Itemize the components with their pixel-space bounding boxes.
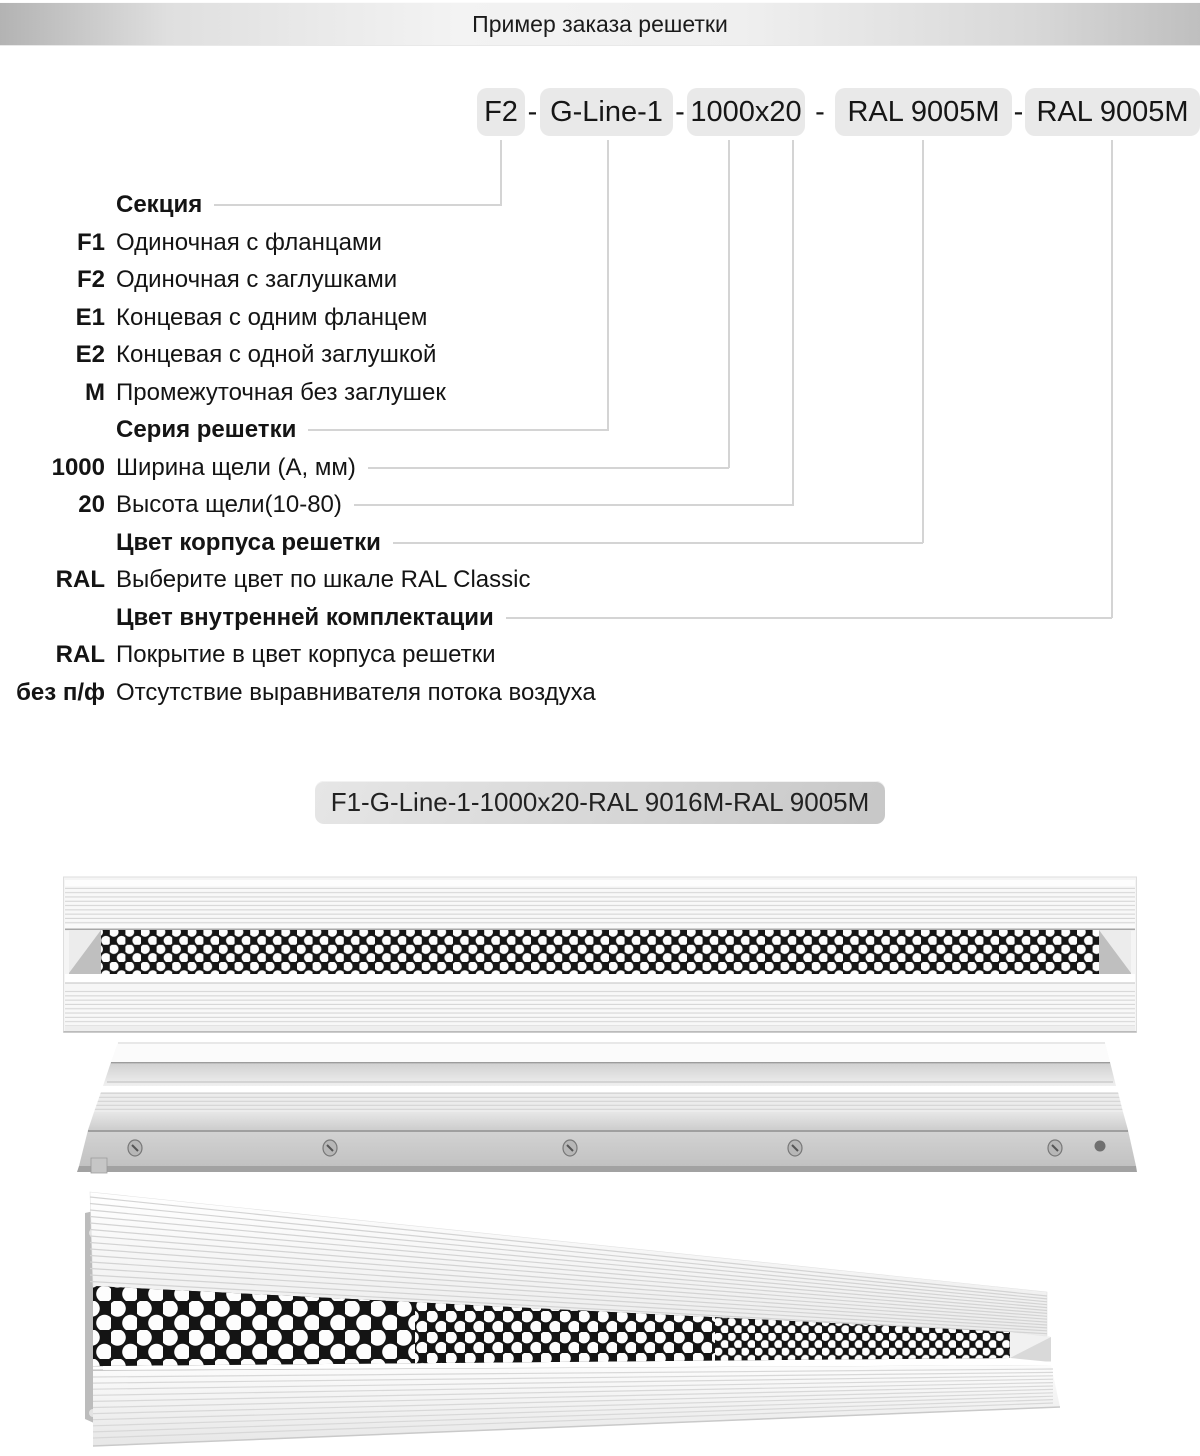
order-code-segment-body-color: RAL 9005M bbox=[835, 88, 1012, 136]
legend-label: Покрытие в цвет корпуса решетки bbox=[116, 641, 496, 668]
legend-prefix: E1 bbox=[75, 303, 105, 331]
order-code-separator: - bbox=[675, 95, 685, 128]
connector-line-horizontal bbox=[393, 542, 923, 544]
connector-line-vertical bbox=[500, 140, 502, 206]
legend-row bbox=[0, 186, 501, 224]
order-code-segment-section: F2 bbox=[477, 88, 525, 136]
legend-label: Цвет корпуса решетки bbox=[116, 528, 381, 556]
legend-row bbox=[0, 599, 1112, 637]
legend-prefix: M bbox=[85, 378, 105, 406]
legend-row bbox=[0, 224, 382, 262]
legend-prefix: E2 bbox=[75, 341, 105, 368]
legend-row bbox=[0, 561, 530, 599]
order-code-separator: - bbox=[527, 95, 538, 128]
legend-prefix: RAL bbox=[55, 641, 105, 668]
connector-line-vertical bbox=[792, 140, 794, 506]
connector-line-horizontal bbox=[354, 504, 793, 506]
order-code-separator: - bbox=[1013, 95, 1024, 128]
legend-row bbox=[0, 411, 608, 449]
grille-perspective-view-photo bbox=[85, 1185, 1065, 1448]
connector-line-vertical bbox=[728, 140, 730, 468]
legend-prefix: F2 bbox=[76, 266, 105, 293]
legend-row bbox=[0, 524, 923, 562]
legend-row bbox=[0, 636, 496, 674]
grille-front-view-photo bbox=[63, 876, 1137, 1034]
legend-label: Концевая с одним фланцем bbox=[116, 303, 428, 331]
legend-label: Секция bbox=[116, 191, 203, 218]
connector-line-vertical bbox=[922, 140, 924, 543]
legend-prefix: без п/ф bbox=[16, 678, 105, 706]
connector-line-horizontal bbox=[214, 204, 501, 206]
legend-row bbox=[0, 486, 793, 524]
legend-label: Ширина щели (А, мм) bbox=[116, 453, 356, 481]
example-code-label: F1-G-Line-1-1000x20-RAL 9016M-RAL 9005M bbox=[315, 781, 886, 824]
order-code-segment-inner-color: RAL 9005M bbox=[1025, 88, 1200, 136]
legend-prefix: 20 bbox=[78, 491, 105, 518]
connector-line-horizontal bbox=[308, 429, 608, 431]
legend-row bbox=[0, 261, 397, 299]
legend-label: Выберите цвет по шкале RAL Classic bbox=[116, 566, 531, 593]
legend-row bbox=[0, 336, 436, 374]
legend-prefix: RAL bbox=[55, 566, 105, 593]
page-title: Пример заказа решетки bbox=[0, 2, 1200, 46]
legend-row bbox=[0, 674, 596, 712]
legend-label: Концевая с одной заглушкой bbox=[116, 341, 437, 368]
connector-line-vertical bbox=[607, 140, 609, 431]
legend-prefix: 1000 bbox=[51, 453, 105, 481]
legend-label: Отсутствие выравнивателя потока воздуха bbox=[116, 678, 596, 706]
connector-line-horizontal bbox=[506, 617, 1112, 619]
legend-label: Промежуточная без заглушек bbox=[116, 378, 446, 406]
legend-label: Высота щели(10-80) bbox=[116, 491, 342, 518]
legend-row bbox=[0, 299, 427, 337]
connector-line-vertical bbox=[1111, 140, 1113, 618]
order-code-separator: - bbox=[815, 95, 825, 128]
legend-row bbox=[0, 449, 729, 487]
example-code-row bbox=[0, 781, 1200, 824]
legend-label: Одиночная с фланцами bbox=[116, 228, 382, 256]
connector-line-horizontal bbox=[368, 467, 729, 469]
legend-row bbox=[0, 374, 446, 412]
legend-label: Одиночная с заглушками bbox=[116, 266, 398, 293]
legend-label: Цвет внутренней комплектации bbox=[116, 603, 494, 631]
order-code-segment-series: G-Line-1 bbox=[540, 88, 673, 136]
order-code-segment-size: 1000x20 bbox=[687, 88, 805, 136]
grille-back-view-photo bbox=[63, 1042, 1137, 1174]
legend-prefix: F1 bbox=[76, 228, 105, 256]
legend-label: Серия решетки bbox=[116, 416, 297, 443]
